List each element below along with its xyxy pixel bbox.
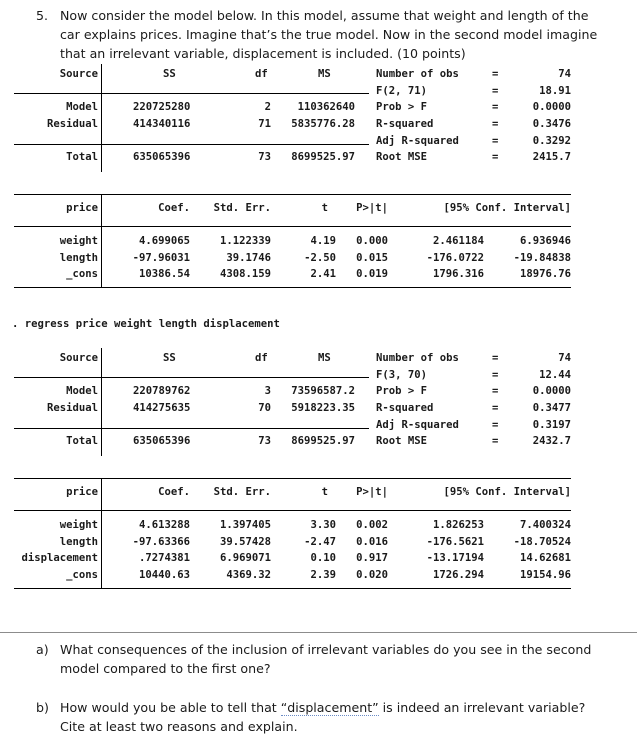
- coef-var: length: [59, 252, 98, 264]
- anova-source-model: Model: [66, 385, 98, 397]
- question-b-text-post: is indeed an irrelevant variable?: [378, 700, 586, 715]
- coef-ci-low: -176.5621: [426, 536, 484, 548]
- divider: [14, 588, 571, 589]
- coef-header-depvar: price: [66, 486, 98, 498]
- anova-df-model: 2: [264, 101, 271, 113]
- coef-t: -2.50: [304, 252, 336, 264]
- stat-eq: =: [492, 118, 499, 130]
- anova-ss-model: 220725280: [133, 101, 191, 113]
- stat-eq: =: [492, 369, 499, 381]
- coef-t: 0.10: [310, 552, 336, 564]
- stat-eq: =: [492, 385, 499, 397]
- anova-header-ms: MS: [318, 68, 331, 80]
- coef-ci-low: 2.461184: [432, 235, 484, 247]
- anova-df-residual: 71: [258, 118, 271, 130]
- coef-header-t: t: [321, 486, 328, 498]
- coef-p: 0.000: [356, 235, 388, 247]
- stat-label: Prob > F: [376, 385, 428, 397]
- coef-header-p: P>|t|: [356, 202, 388, 214]
- coef-ci-low: -176.0722: [426, 252, 484, 264]
- coef-se: 6.969071: [219, 552, 271, 564]
- coef-value: 10440.63: [138, 569, 190, 581]
- anova-source-model: Model: [66, 101, 98, 113]
- coef-header-coef: Coef.: [158, 486, 190, 498]
- coef-p: 0.019: [356, 268, 388, 280]
- anova-ss-residual: 414340116: [133, 118, 191, 130]
- stat-eq: =: [492, 151, 499, 163]
- coef-value: -97.96031: [132, 252, 190, 264]
- stat-label: Prob > F: [376, 101, 428, 113]
- anova-ms-total: 8699525.97: [291, 435, 355, 447]
- anova-ms-total: 8699525.97: [291, 151, 355, 163]
- stat-value: 2415.7: [532, 151, 571, 163]
- anova-ms-model: 73596587.2: [291, 385, 355, 397]
- stat-eq: =: [492, 419, 499, 431]
- divider: [14, 377, 369, 378]
- stat-label: Number of obs: [376, 68, 459, 80]
- anova-header-source: Source: [59, 68, 98, 80]
- coef-ci-high: 19154.96: [519, 569, 571, 581]
- anova-header-ss: SS: [163, 68, 176, 80]
- anova-ss-total: 635065396: [133, 151, 191, 163]
- stat-eq: =: [492, 85, 499, 97]
- stat-value: 0.0000: [532, 385, 571, 397]
- stat-value: 74: [558, 352, 571, 364]
- coef-p: 0.020: [356, 569, 388, 581]
- coef-ci-high: -19.84838: [513, 252, 571, 264]
- coef-t: 3.30: [310, 519, 336, 531]
- anova-df-residual: 70: [258, 402, 271, 414]
- coef-se: 39.57428: [219, 536, 271, 548]
- divider: [14, 93, 369, 94]
- coef-var: _cons: [66, 569, 98, 581]
- coef-ci-high: 14.62681: [519, 552, 571, 564]
- anova-ss-total: 635065396: [133, 435, 191, 447]
- anova-ss-model: 220789762: [133, 385, 191, 397]
- coef-header-t: t: [321, 202, 328, 214]
- divider: [14, 287, 571, 288]
- coef-value: 4.699065: [138, 235, 190, 247]
- coef-ci-low: 1796.316: [432, 268, 484, 280]
- coef-p: 0.002: [356, 519, 388, 531]
- stat-value: 0.3476: [532, 118, 571, 130]
- stat-value: 0.3292: [532, 135, 571, 147]
- anova-source-residual: Residual: [46, 118, 98, 130]
- anova-header-df: df: [255, 68, 268, 80]
- stat-label: F(3, 70): [376, 369, 428, 381]
- stat-label: R-squared: [376, 402, 434, 414]
- coef-se: 4369.32: [226, 569, 271, 581]
- coef-value: 4.613288: [138, 519, 190, 531]
- divider: [14, 144, 369, 145]
- divider: [14, 194, 571, 195]
- divider: [101, 348, 102, 456]
- coef-ci-high: 18976.76: [519, 268, 571, 280]
- stat-label: Adj R-squared: [376, 419, 459, 431]
- coef-ci-low: 1726.294: [432, 569, 484, 581]
- anova-ms-residual: 5918223.35: [291, 402, 355, 414]
- divider: [14, 226, 571, 227]
- coef-p: 0.917: [356, 552, 388, 564]
- stat-value: 0.0000: [532, 101, 571, 113]
- question-line-3: that an irrelevant variable, displacement is included. (10 points): [60, 46, 466, 61]
- coef-value: -97.63366: [132, 536, 190, 548]
- coef-header-p: P>|t|: [356, 486, 388, 498]
- anova-header-df: df: [255, 352, 268, 364]
- stat-label: Adj R-squared: [376, 135, 459, 147]
- divider: [101, 64, 102, 172]
- divider: [101, 479, 102, 588]
- stat-value: 12.44: [539, 369, 571, 381]
- stat-eq: =: [492, 135, 499, 147]
- question-b-line-2: Cite at least two reasons and explain.: [60, 719, 298, 734]
- coef-header-se: Std. Err.: [213, 202, 271, 214]
- stat-value: 2432.7: [532, 435, 571, 447]
- anova-header-ss: SS: [163, 352, 176, 364]
- anova-df-model: 3: [264, 385, 271, 397]
- coef-var: weight: [59, 235, 98, 247]
- divider: [14, 510, 571, 511]
- section-divider: [0, 632, 637, 633]
- coef-se: 4308.159: [219, 268, 271, 280]
- stat-eq: =: [492, 68, 499, 80]
- coef-t: 4.19: [310, 235, 336, 247]
- anova-source-total: Total: [66, 435, 98, 447]
- stat-value: 0.3477: [532, 402, 571, 414]
- stat-eq: =: [492, 402, 499, 414]
- anova-header-source: Source: [59, 352, 98, 364]
- highlighted-term: “displacement”: [280, 700, 379, 715]
- coef-header-coef: Coef.: [158, 202, 190, 214]
- coef-header-ci: [95% Conf. Interval]: [443, 486, 571, 498]
- coef-t: 2.39: [310, 569, 336, 581]
- question-b-line-1: [60, 698, 585, 717]
- coef-var: _cons: [66, 268, 98, 280]
- coef-t: 2.41: [310, 268, 336, 280]
- coef-ci-high: 7.400324: [519, 519, 571, 531]
- stat-eq: =: [492, 101, 499, 113]
- coef-header-se: Std. Err.: [213, 486, 271, 498]
- question-number: 5.: [36, 8, 49, 23]
- stat-value: 0.3197: [532, 419, 571, 431]
- stat-label: F(2, 71): [376, 85, 428, 97]
- coef-header-ci: [95% Conf. Interval]: [443, 202, 571, 214]
- coef-value: .7274381: [138, 552, 190, 564]
- anova-header-ms: MS: [318, 352, 331, 364]
- stat-eq: =: [492, 352, 499, 364]
- stat-label: R-squared: [376, 118, 434, 130]
- coef-header-depvar: price: [66, 202, 98, 214]
- coef-ci-low: -13.17194: [426, 552, 484, 564]
- stat-value: 18.91: [539, 85, 571, 97]
- coef-var: length: [59, 536, 98, 548]
- question-a-line-1: What consequences of the inclusion of irrelevant variables do you see in the second: [60, 642, 592, 657]
- coef-p: 0.016: [356, 536, 388, 548]
- stat-label: Root MSE: [376, 435, 428, 447]
- coef-se: 39.1746: [226, 252, 271, 264]
- divider: [14, 428, 369, 429]
- coef-ci-low: 1.826253: [432, 519, 484, 531]
- question-a-line-2: model compared to the first one?: [60, 661, 271, 676]
- coef-p: 0.015: [356, 252, 388, 264]
- coef-value: 10386.54: [138, 268, 190, 280]
- anova-ms-residual: 5835776.28: [291, 118, 355, 130]
- stat-label: Root MSE: [376, 151, 428, 163]
- coef-var: displacement: [21, 552, 98, 564]
- coef-se: 1.397405: [219, 519, 271, 531]
- coef-var: weight: [59, 519, 98, 531]
- anova-source-total: Total: [66, 151, 98, 163]
- question-a-letter: a): [36, 642, 49, 657]
- coef-ci-high: -18.70524: [513, 536, 571, 548]
- coef-ci-high: 6.936946: [519, 235, 571, 247]
- anova-ms-model: 110362640: [297, 101, 355, 113]
- question-b-letter: b): [36, 700, 49, 715]
- coef-se: 1.122339: [219, 235, 271, 247]
- anova-ss-residual: 414275635: [133, 402, 191, 414]
- divider: [14, 478, 571, 479]
- anova-df-total: 73: [258, 435, 271, 447]
- coef-t: -2.47: [304, 536, 336, 548]
- question-line-2: car explains prices. Imagine that’s the true model. Now in the second model imagine: [60, 27, 598, 42]
- question-line-1: Now consider the model below. In this model, assume that weight and length of the: [60, 8, 589, 23]
- question-b-text-pre: How would you be able to tell that: [60, 700, 281, 715]
- stat-value: 74: [558, 68, 571, 80]
- stata-command: . regress price weight length displacement: [12, 318, 280, 330]
- anova-source-residual: Residual: [46, 402, 98, 414]
- stat-label: Number of obs: [376, 352, 459, 364]
- divider: [101, 195, 102, 287]
- anova-df-total: 73: [258, 151, 271, 163]
- stat-eq: =: [492, 435, 499, 447]
